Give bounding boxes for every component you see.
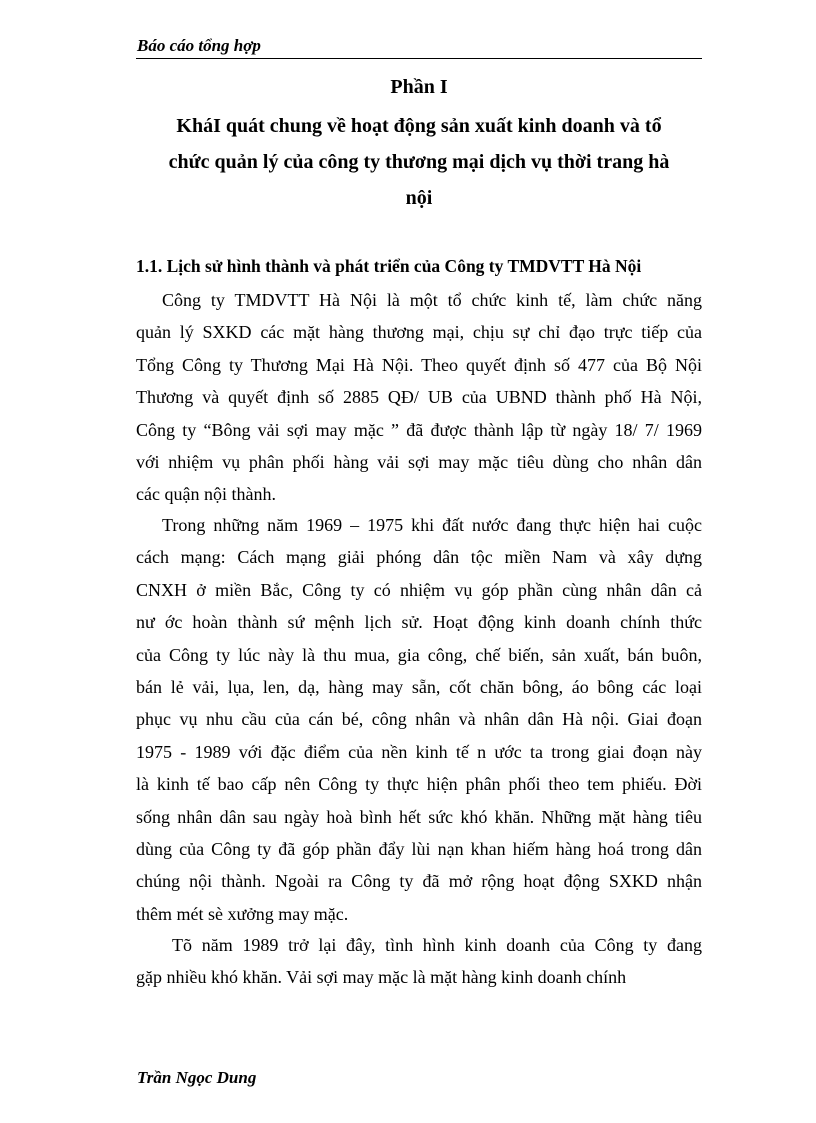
chapter-title-line: KháI quát chung về hoạt động sản xuất kinh doanh và tổ [176,115,662,137]
part-title: Phần I [390,76,448,98]
paragraph-line: CNXH ở miền Bắc, Công ty có nhiệm vụ góp phần cùng nhân dân cả [136,579,702,600]
paragraph-line: Thương và quyết định số 2885 QĐ/ UB của UBND thành phố Hà Nội, [136,387,702,408]
paragraph-line: của Công ty lúc này là thu mua, gia công, chế biến, sản xuất, bán buôn, [136,644,702,665]
paragraph-line: bán lẻ vải, lụa, len, dạ, hàng may sẵn, cốt chăn bông, áo bông các loại [136,677,702,698]
paragraph-line: thêm mét sè xưởng may mặc. [136,903,349,924]
paragraph-line: Công ty “Bông vải sợi may mặc ” đã được thành lập từ ngày 18/ 7/ 1969 [136,419,702,440]
paragraph-line: Công ty TMDVTT Hà Nội là một tổ chức kinh tế, làm chức năng [162,290,702,310]
paragraph-line: dùng của Công ty đã góp phần đẩy lùi nạn khan hiếm hàng hoá trong dân [136,839,702,860]
report-title: Báo cáo tổng hợp [137,36,261,55]
paragraph-line: Tổng Công ty Thương Mại Hà Nội. Theo quyết định số 477 của Bộ Nội [136,354,702,375]
paragraph-line: gặp nhiều khó khăn. Vải sợi may mặc là mặt hàng kinh doanh chính [136,967,627,988]
chapter-title-line: chức quản lý của công ty thương mại dịch vụ thời trang hà [168,151,670,173]
paragraph-line: sống nhân dân sau ngày hoà bình hết sức khó khăn. Những mặt hàng tiêu [136,806,702,827]
paragraph-2 [136,509,702,930]
author-footer: Trần Ngọc Dung [137,1068,257,1087]
paragraph-1 [136,284,702,511]
paragraph-line: Trong những năm 1969 – 1975 khi đất nước đang thực hiện hai cuộc [162,515,702,535]
chapter-title [136,108,702,216]
paragraph-line: 1975 - 1989 với đặc điểm của nền kinh tế n ước ta trong giai đoạn này [136,741,702,762]
paragraph-3 [136,929,702,994]
section-heading: 1.1. Lịch sử hình thành và phát triển của Công ty TMDVTT Hà Nội [136,256,642,276]
paragraph-line: Tõ năm 1989 trở lại đây, tình hình kinh doanh của Công ty đang [172,935,702,955]
paragraph-line: các quận nội thành. [136,484,276,505]
paragraph-line: cách mạng: Cách mạng giải phóng dân tộc miền Nam và xây dựng [136,547,702,568]
paragraph-line: phục vụ nhu cầu của cán bé, công nhân và nhân dân Hà nội. Giai đoạn [136,709,702,730]
paragraph-line: với nhiệm vụ phân phối hàng vải sợi may mặc tiêu dùng cho nhân dân [136,452,702,473]
paragraph-line: quản lý SXKD các mặt hàng thương mại, chịu sự chỉ đạo trực tiếp của [136,322,702,343]
paragraph-line: là kinh tế bao cấp nên Công ty thực hiện phân phối theo tem phiếu. Đời [136,774,702,795]
page-header [136,34,702,59]
paragraph-line: chúng nội thành. Ngoài ra Công ty đã mở rộng hoạt động SXKD nhận [136,871,702,892]
paragraph-line: nư ớc hoàn thành sứ mệnh lịch sử. Hoạt động kinh doanh chính thức [136,612,702,633]
chapter-title-line: nội [405,187,433,209]
